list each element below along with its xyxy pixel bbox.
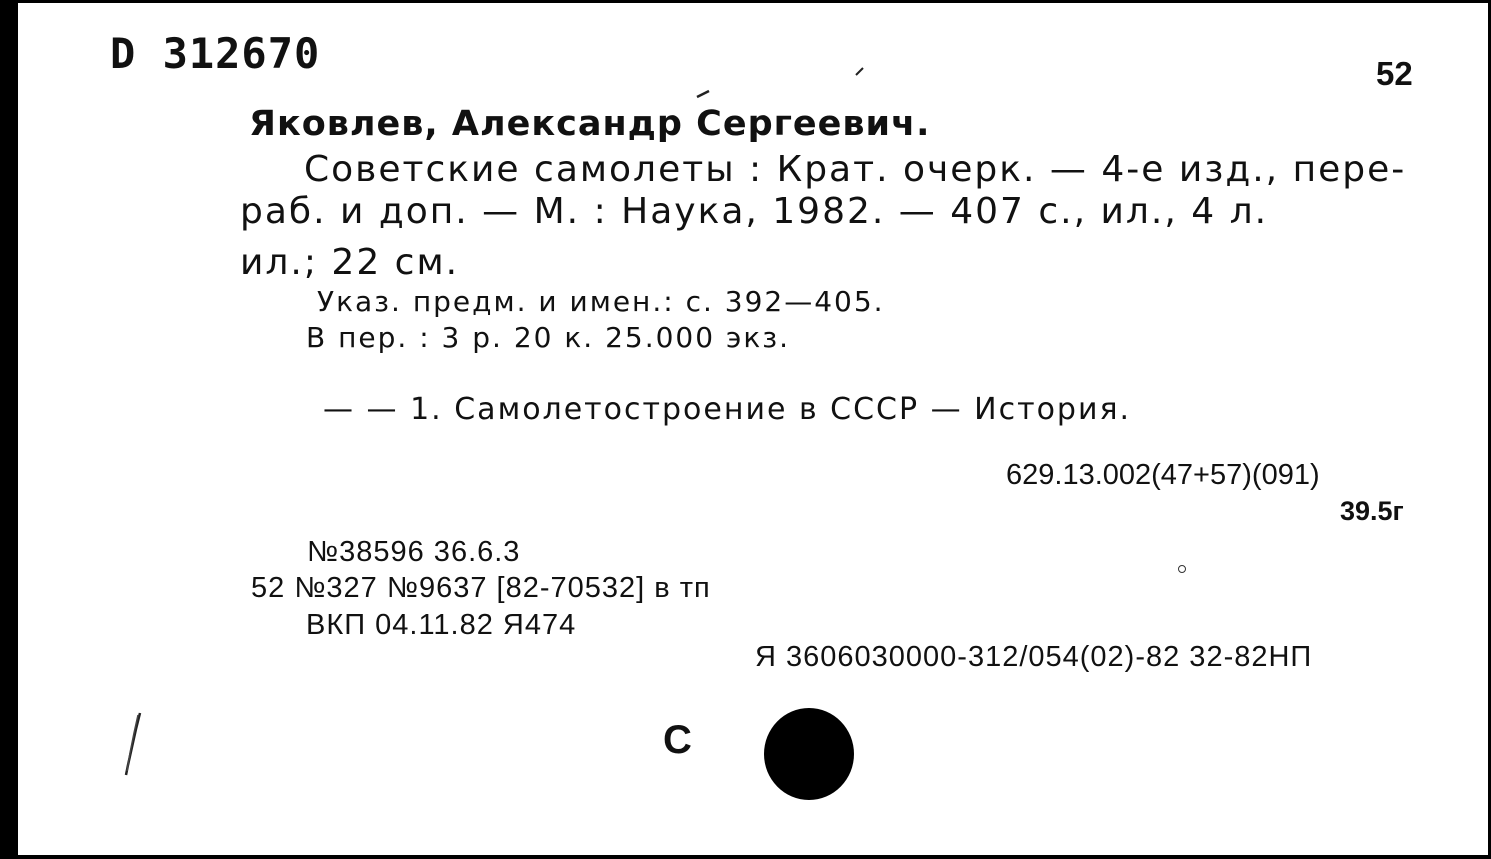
call-number: D 312670 — [110, 29, 321, 78]
admin-line: №38596 36.6.3 — [307, 536, 521, 568]
author-heading: Яковлев, Александр Сергеевич. — [249, 104, 931, 144]
accent-mark — [695, 89, 711, 99]
description-line: Советские самолеты : Крат. очерк. — 4-е изд., пере- — [304, 149, 1407, 190]
udc-classification: 629.13.002(47+57)(091) — [1006, 459, 1320, 491]
subject-heading: — — 1. Самолетостроение в СССР — История. — [323, 392, 1132, 427]
admin-line: 52 №327 №9637 [82-70532] в тп — [251, 572, 711, 604]
price-note: В пер. : 3 р. 20 к. 25.000 экз. — [306, 321, 791, 354]
card-number: 52 — [1376, 55, 1413, 92]
index-note: Указ. предм. и имен.: с. 392—405. — [317, 285, 885, 318]
admin-line: ВКП 04.11.82 Я474 — [306, 609, 577, 641]
bbk-classification: 39.5г — [1340, 496, 1404, 526]
copyright-mark: С — [663, 718, 692, 762]
description-line: раб. и доп. — М. : Наука, 1982. — 407 с., ил., 4 л. — [240, 191, 1269, 232]
pencil-stroke-mark — [118, 709, 148, 779]
tick-mark — [854, 65, 866, 77]
description-line: ил.; 22 см. — [240, 242, 460, 283]
filled-circle-mark — [764, 708, 854, 800]
publisher-code: Я 3606030000-312/054(02)-82 32-82НП — [755, 641, 1313, 673]
small-circle-mark — [1178, 565, 1186, 573]
